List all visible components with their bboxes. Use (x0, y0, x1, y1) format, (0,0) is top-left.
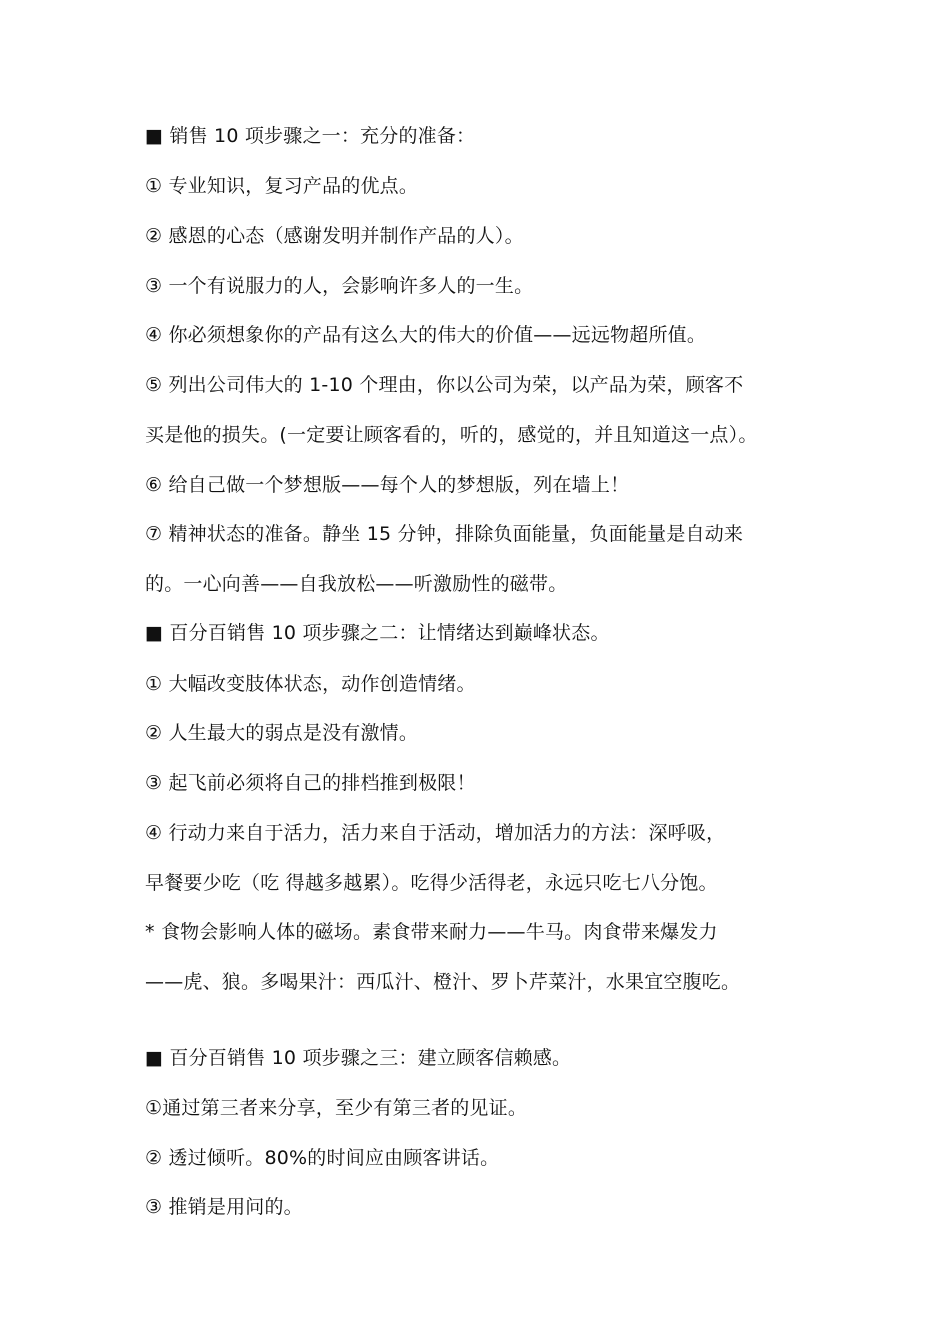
list-item: ④ 行动力来自于活力，活力来自于活动，增加活力的方法：深呼吸， (145, 822, 726, 844)
list-item: ④ 你必须想象你的产品有这么大的伟大的价值——远远物超所值。 (145, 324, 707, 346)
list-item: ⑥ 给自己做一个梦想版——每个人的梦想版，列在墙上！ (145, 474, 630, 496)
list-item: ⑤ 列出公司伟大的 1-10 个理由，你以公司为荣，以产品为荣，顾客不 (145, 374, 744, 396)
section-heading-step-3: ■ 百分百销售 10 项步骤之三：建立顾客信赖感。 (145, 1047, 572, 1069)
note-item-continuation: ——虎、狼。多喝果汁：西瓜汁、橙汁、罗卜芹菜汁，水果宜空腹吃。 (145, 971, 741, 993)
list-item: ② 透过倾听。80%的时间应由顾客讲话。 (145, 1147, 500, 1169)
list-item: ③ 起飞前必须将自己的排档推到极限！ (145, 772, 476, 794)
note-item: * 食物会影响人体的磁场。素食带来耐力——牛马。肉食带来爆发力 (145, 921, 718, 943)
list-item: ① 专业知识，复习产品的优点。 (145, 175, 419, 197)
section-heading-step-2: ■ 百分百销售 10 项步骤之二：让情绪达到巅峰状态。 (145, 622, 610, 644)
list-item-continuation: 的。一心向善——自我放松——听激励性的磁带。 (145, 573, 568, 595)
list-item: ①通过第三者来分享，至少有第三者的见证。 (145, 1097, 528, 1119)
list-item: ① 大幅改变肢体状态，动作创造情绪。 (145, 673, 476, 695)
list-item: ③ 一个有说服力的人，会影响许多人的一生。 (145, 275, 534, 297)
list-item-continuation: 早餐要少吃（吃 得越多越累）。吃得少活得老，永远只吃七八分饱。 (145, 872, 718, 894)
section-heading-step-1: ■ 销售 10 项步骤之一：充分的准备： (145, 125, 476, 147)
list-item: ② 感恩的心态（感谢发明并制作产品的人）。 (145, 225, 524, 247)
list-item: ② 人生最大的弱点是没有激情。 (145, 722, 419, 744)
list-item-continuation: 买是他的损失。(一定要让顾客看的，听的，感觉的，并且知道这一点）。 (145, 424, 758, 446)
list-item: ⑦ 精神状态的准备。静坐 15 分钟，排除负面能量，负面能量是自动来 (145, 523, 744, 545)
list-item: ③ 推销是用问的。 (145, 1196, 303, 1218)
